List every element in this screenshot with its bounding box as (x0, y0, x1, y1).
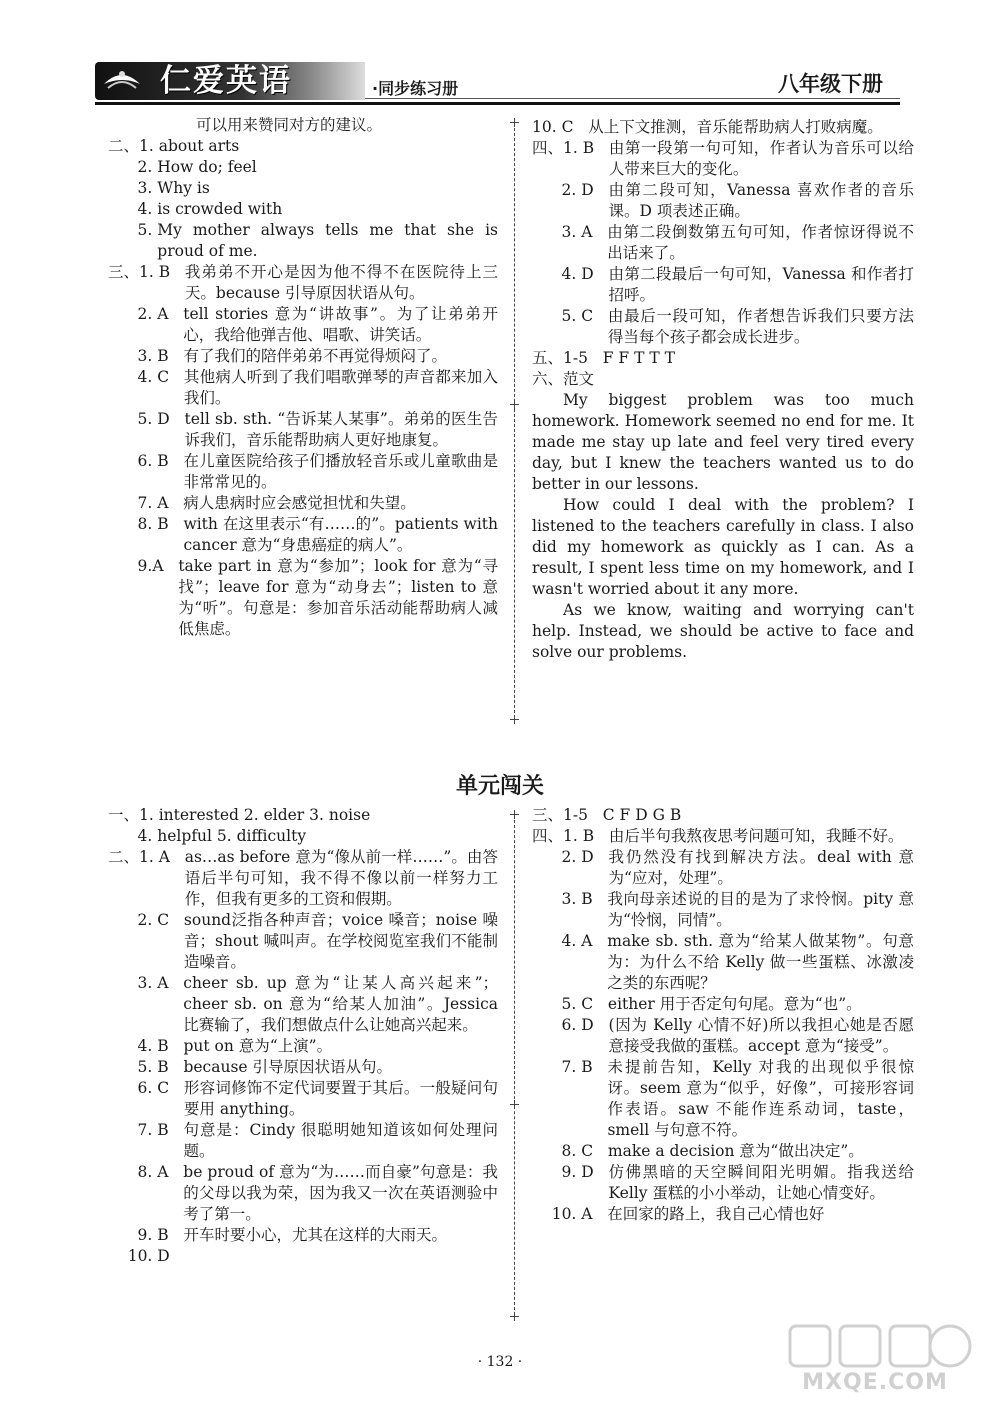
column-divider (514, 118, 515, 723)
model-essay (532, 390, 914, 663)
answers-right-column-top (532, 117, 914, 663)
answer-explanation: make sb. sth. 意为“给某人做某物”。句意为：为什么不给 Kelly 做一些蛋糕、冰激凌之类的东西呢？ (607, 932, 914, 992)
answer-number: 10. A (532, 1205, 608, 1223)
answer-item (108, 220, 498, 262)
answer-item (532, 931, 914, 994)
answer-explanation: 由最后一段可知，作者想告诉我们只要方法得当每个孩子都会成长进步。 (607, 307, 914, 346)
answer-explanation: be proud of 意为“为……而自豪”句意是：我的父母以我为荣，因为我又一次在英语测验中考了第一。 (183, 1163, 498, 1223)
answer-number: 一、1. (108, 806, 159, 824)
answer-number: 7. B (532, 1058, 608, 1076)
answer-stamp-icon (760, 1322, 990, 1372)
answer-explanation: 范文 (563, 370, 595, 388)
answer-explanation: 有了我们的陪伴弟弟不再觉得烦闷了。 (183, 347, 447, 365)
answer-explanation: 仿佛黑暗的天空瞬间阳光明媚。指我送给 Kelly 蛋糕的小小举动，让她心情变好。 (608, 1163, 914, 1202)
answer-item (532, 847, 914, 889)
answer-item (532, 117, 914, 138)
answer-item (532, 306, 914, 348)
answer-number: 2. A (108, 305, 184, 323)
answer-item (108, 556, 498, 640)
answer-number: 六、 (532, 370, 564, 388)
answer-explanation: 在回家的路上，我自己心情也好 (607, 1205, 825, 1223)
answer-item (532, 180, 914, 222)
answers-left-column-bottom (108, 805, 498, 1267)
answer-number: 4. D (532, 265, 609, 283)
answer-explanation: 开车时要小心，尤其在这样的大雨天。 (183, 1226, 447, 1244)
answer-item (532, 348, 914, 369)
answer-number: 9. D (532, 1163, 609, 1181)
answer-item (108, 1120, 498, 1162)
answer-explanation: put on 意为“上演”。 (183, 1037, 333, 1055)
answer-explanation: Why is (157, 179, 210, 197)
answer-number: 5. C (532, 995, 608, 1013)
answer-item (108, 1225, 498, 1246)
answer-explanation: 可以用来赞同对方的建议。 (196, 116, 383, 134)
answer-item (532, 264, 914, 306)
answer-item (108, 157, 498, 178)
answer-explanation: 我弟弟不开心是因为他不得不在医院待上三天。because 引导原因状语从句。 (184, 263, 498, 302)
answer-explanation: about arts (158, 137, 240, 155)
answer-number: 6. B (108, 452, 184, 470)
answer-item (108, 514, 498, 556)
answer-item (108, 973, 498, 1036)
answer-number: 3. (108, 179, 158, 197)
answer-number: 2. C (108, 911, 184, 929)
answer-number: 5. B (108, 1058, 184, 1076)
answer-explanation: 由第一段第一句可知，作者认为音乐可以给人带来巨大的变化。 (608, 139, 914, 178)
answer-item (108, 493, 498, 514)
answer-number: 4. C (108, 368, 184, 386)
answer-explanation: because 引导原因状语从句。 (183, 1058, 393, 1076)
answer-item (532, 1057, 914, 1141)
answer-item (108, 1078, 498, 1120)
answer-explanation: is crowded with (157, 200, 283, 218)
answer-explanation: 从上下文推测，音乐能帮助病人打败病魔。 (588, 118, 883, 136)
answer-item (108, 262, 498, 304)
answer-number: 4. B (108, 1037, 184, 1055)
answer-item (108, 1162, 498, 1225)
book-logo-icon (100, 62, 144, 98)
answer-number: 4. (108, 200, 158, 218)
answer-item (532, 1204, 914, 1225)
answer-explanation: 由第二段最后一句可知，Vanessa 和作者打招呼。 (608, 265, 914, 304)
answer-explanation: 形容词修饰不定代词要置于其后。一般疑问句要用 anything。 (183, 1079, 498, 1118)
answer-explanation: 在儿童医院给孩子们播放轻音乐或儿童歌曲是非常常见的。 (183, 452, 498, 491)
answer-item (532, 826, 914, 847)
answer-item (532, 369, 914, 390)
answer-list (532, 117, 914, 390)
answer-number: 2. D (532, 181, 609, 199)
answer-explanation: sound泛指各种声音；voice 嗓音；noise 噪音；shout 喊叫声。在学校阅览室我们不能制造噪音。 (183, 911, 498, 971)
divider-mark (510, 810, 519, 819)
answer-number: 4. A (532, 932, 608, 950)
answer-number: 5. (108, 221, 158, 239)
answer-explanation: 未提前告知，Kelly 对我的出现似乎很惊讶。seem 意为“似乎，好像”，可接形容词作表语。saw 不能作连系动词，taste，smell 与句意不符。 (607, 1058, 914, 1139)
answer-explanation: (因为 Kelly 心情不好)所以我担心她是否愿意接受我做的蛋糕。accept 意为“接受”。 (608, 1016, 914, 1055)
answer-explanation: 我仍然没有找到解决方法。deal with 意为“应对，处理”。 (608, 848, 914, 887)
essay-paragraph: How could I deal with the problem? I listened to the teachers carefully in class. I also did my homework as quickly as I can. As a result, I spent less time on my homework, and I wasn't worried about it any more. (532, 496, 914, 598)
answer-item (108, 346, 498, 367)
answer-item (108, 1036, 498, 1057)
answer-number: 3. B (532, 890, 608, 908)
page-number: · 132 · (477, 1354, 523, 1370)
answer-item (532, 1162, 914, 1204)
answer-number: 四、1. B (532, 827, 609, 845)
answer-explanation: tell sb. sth. “告诉某人某事”。弟弟的医生告诉我们，音乐能帮助病人更好地康复。 (184, 410, 498, 449)
answer-item (108, 1057, 498, 1078)
book-title: 仁爱英语 (160, 63, 292, 99)
essay-paragraph: As we know, waiting and worrying can't help. Instead, we should be active to face and solve our problems. (532, 601, 914, 661)
answer-number: 2. D (532, 848, 609, 866)
answers-left-column-top (108, 115, 498, 640)
answer-number: 6. C (108, 1079, 184, 1097)
series-label: ·同步练习册 (372, 79, 459, 98)
answer-item (108, 409, 498, 451)
answer-number: 8. A (108, 1163, 184, 1181)
answer-explanation: interested 2. elder 3. noise (158, 806, 371, 824)
answer-number: 4. (108, 827, 158, 845)
answer-explanation (170, 1246, 498, 1267)
page-header (0, 0, 1000, 115)
answer-explanation: F F T T T (602, 349, 675, 367)
answer-item (88, 115, 498, 136)
answer-item (108, 805, 498, 826)
answer-item (108, 910, 498, 973)
answer-item (108, 136, 498, 157)
answer-item (108, 451, 498, 493)
answer-explanation: tell stories 意为“讲故事”。为了让弟弟开心，我给他弹吉他、唱歌、讲笑话。 (183, 305, 498, 344)
answer-item (108, 367, 498, 409)
answer-explanation: C F D G B (602, 806, 682, 824)
answer-explanation: make a decision 意为“做出决定”。 (607, 1142, 864, 1160)
answer-item (108, 826, 498, 847)
answer-number: 3. B (108, 347, 184, 365)
answer-explanation: How do; feel (157, 158, 257, 176)
answer-explanation: take part in 意为“参加”；look for 意为“寻找”；leave for 意为“动身去”；listen to 意为“听”。句意是：参加音乐活动能帮助病人减低焦虑。 (178, 557, 498, 638)
divider-mark (510, 118, 519, 127)
answer-number: 三、1. B (108, 263, 185, 281)
answer-number: 3. A (108, 974, 184, 992)
answer-explanation: 由第二段可知，Vanessa 喜欢作者的音乐课。D 项表述正确。 (608, 181, 914, 220)
divider-mark (510, 400, 519, 409)
answer-number: 7. B (108, 1121, 184, 1139)
answer-number: 三、1-5 (532, 806, 603, 824)
answer-explanation: either 用于否定句句尾。意为“也”。 (607, 995, 862, 1013)
answer-explanation: helpful 5. difficulty (157, 827, 307, 845)
answer-explanation: with 在这里表示“有……的”。patients with cancer 意为“身患癌症的病人”。 (183, 515, 498, 554)
answer-item (532, 1141, 914, 1162)
answer-item (532, 1015, 914, 1057)
answer-explanation: as…as before 意为“像从前一样……”。由答语后半句可知，我不得不像以前一样努力工作，但我有更多的工资和假期。 (184, 848, 498, 908)
answer-number: 9.A (108, 557, 179, 575)
answer-explanation: 我向母亲述说的目的是为了求怜悯。pity 意为“怜悯，同情”。 (607, 890, 914, 929)
answer-number: 8. B (108, 515, 184, 533)
answer-number: 5. C (532, 307, 608, 325)
answer-number: 8. C (532, 1142, 608, 1160)
answer-number: 6. D (532, 1016, 609, 1034)
answer-item (532, 994, 914, 1015)
watermark (760, 1322, 990, 1407)
essay-paragraph: My biggest problem was too much homework. Homework seemed no end for me. It made me stay up late and feel very tired every day, but I knew the teachers wanted us to do better in our lessons. (532, 391, 914, 493)
answer-explanation: cheer sb. up 意为“让某人高兴起来”；cheer sb. on 意为“给某人加油”。Jessica 比赛输了，我们想做点什么让她高兴起来。 (183, 974, 498, 1034)
answer-item (108, 178, 498, 199)
answer-item (108, 847, 498, 910)
answer-number: 二、1. A (108, 848, 185, 866)
answer-number: 10. D (108, 1247, 170, 1265)
answer-item (532, 138, 914, 180)
answer-explanation: 其他病人听到了我们唱歌弹琴的声音都来加入我们。 (183, 368, 498, 407)
section-title: 单元闯关 (455, 774, 544, 799)
column-divider (514, 810, 515, 1320)
answer-explanation: My mother always tells me that she is proud of me. (157, 221, 498, 260)
answer-item (532, 805, 914, 826)
answer-explanation: 病人患病时应会感觉担忧和失望。 (183, 494, 416, 512)
answer-item (532, 222, 914, 264)
answer-number: 3. A (532, 223, 608, 241)
answer-number: 9. B (108, 1226, 184, 1244)
header-rule (95, 102, 900, 105)
answers-right-column-bottom (532, 805, 914, 1225)
answer-number: 2. (108, 158, 158, 176)
answer-item (108, 304, 498, 346)
grade-label: 八年级下册 (778, 72, 883, 96)
answer-explanation: 由后半句我熬夜思考问题可知，我睡不好。 (608, 827, 904, 845)
watermark-text: MXQE.COM (802, 1370, 948, 1395)
answer-number: 10. C (532, 118, 589, 136)
answer-number: 五、1-5 (532, 349, 603, 367)
answer-item (108, 199, 498, 220)
answer-number: 二、1. (108, 137, 159, 155)
answer-explanation: 句意是：Cindy 很聪明她知道该如何处理问题。 (183, 1121, 498, 1160)
answer-number: 四、1. B (532, 139, 609, 157)
divider-mark (510, 1312, 519, 1321)
divider-mark (510, 1100, 519, 1109)
answer-item (532, 889, 914, 931)
answer-item (108, 1246, 498, 1267)
divider-mark (510, 715, 519, 724)
answer-number: 7. A (108, 494, 184, 512)
answer-explanation: 由第二段倒数第五句可知，作者惊讶得说不出话来了。 (607, 223, 914, 262)
answer-number: 5. D (108, 410, 185, 428)
